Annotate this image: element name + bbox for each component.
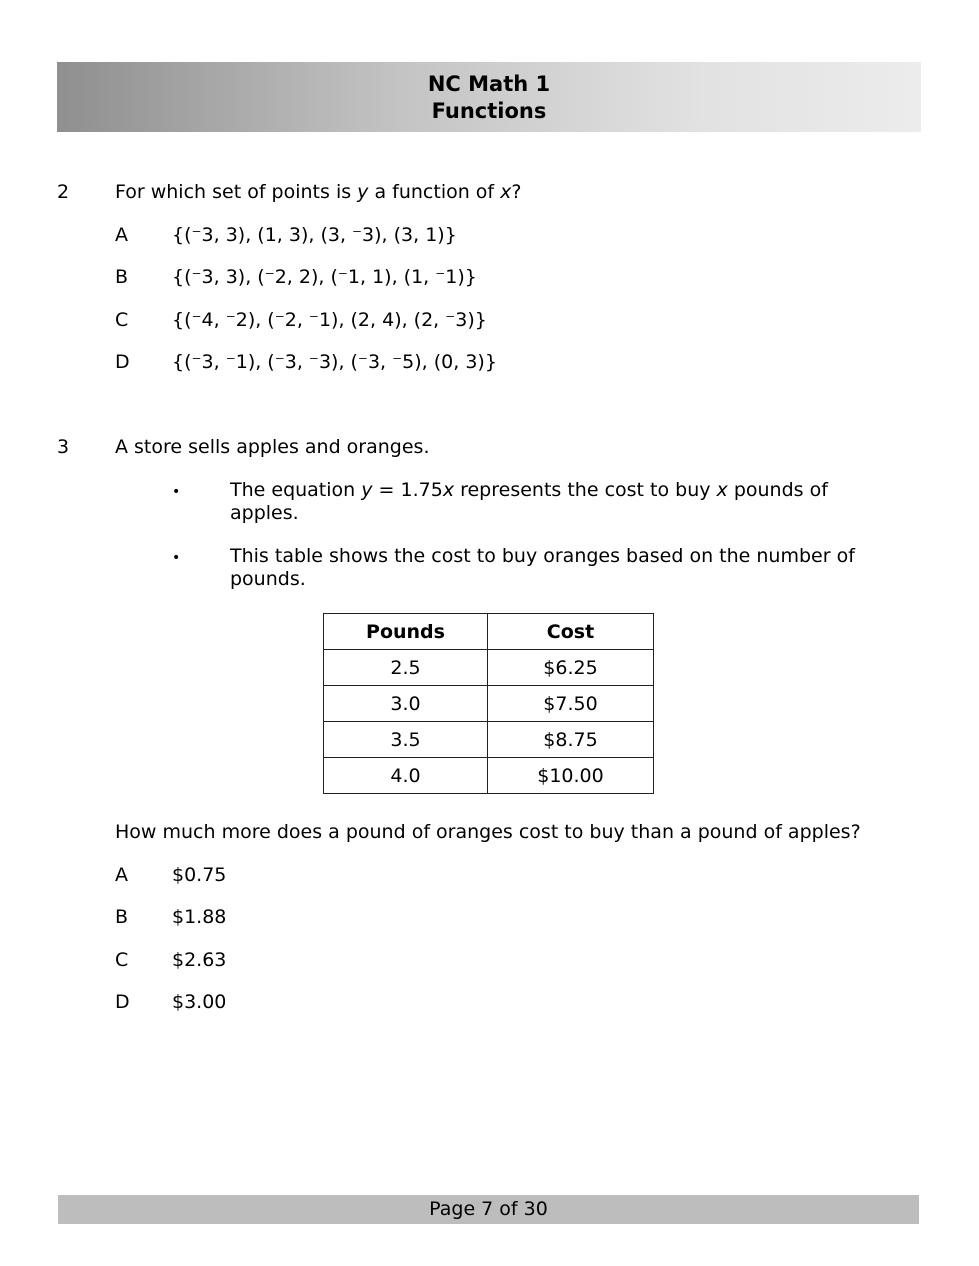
q2-option-b-letter[interactable]: B xyxy=(115,266,129,288)
unit-title: Functions xyxy=(431,99,547,123)
q3-option-c-letter[interactable]: C xyxy=(115,949,129,971)
bullet-2-text: This table shows the cost to buy oranges based on the number of pounds. xyxy=(230,545,855,590)
q3-option-a-letter[interactable]: A xyxy=(115,864,128,886)
cell-cost: $6.25 xyxy=(488,650,654,686)
bullet-text: The equation xyxy=(230,479,362,501)
q2-option-a-letter[interactable]: A xyxy=(115,224,128,246)
q2-option-b-text[interactable]: {(⁻3, 3), (⁻2, 2), (⁻1, 1), (1, ⁻1)} xyxy=(172,266,477,288)
equation-var-y: y xyxy=(361,479,373,501)
q2-option-a-text[interactable]: {(⁻3, 3), (1, 3), (3, ⁻3), (3, 1)} xyxy=(172,224,457,246)
question-3-stem: A store sells apples and oranges. xyxy=(115,436,430,458)
stem-text: For which set of points is xyxy=(115,181,358,203)
q3-option-d-letter[interactable]: D xyxy=(115,991,130,1013)
pounds-var-x: x xyxy=(716,479,728,501)
stem-var-y: y xyxy=(357,181,369,203)
page-header xyxy=(57,62,921,132)
bullet-1-text xyxy=(230,479,830,525)
question-2-number: 2 xyxy=(57,181,70,203)
q2-option-c-letter[interactable]: C xyxy=(115,309,129,331)
table-row xyxy=(324,722,654,758)
cell-pounds: 3.5 xyxy=(324,722,488,758)
question-3-prompt: How much more does a pound of oranges cost to buy than a pound of apples? xyxy=(115,821,861,843)
q3-option-b-letter[interactable]: B xyxy=(115,906,129,928)
q3-option-b-text[interactable]: $1.88 xyxy=(172,906,227,928)
question-2-stem xyxy=(115,181,522,203)
page-number: Page 7 of 30 xyxy=(429,1198,548,1220)
q3-option-c-text[interactable]: $2.63 xyxy=(172,949,227,971)
cell-cost: $8.75 xyxy=(488,722,654,758)
q2-option-d-text[interactable]: {(⁻3, ⁻1), (⁻3, ⁻3), (⁻3, ⁻5), (0, 3)} xyxy=(172,351,497,373)
q2-option-c-text[interactable]: {(⁻4, ⁻2), (⁻2, ⁻1), (2, 4), (2, ⁻3)} xyxy=(172,309,487,331)
cell-cost: $10.00 xyxy=(488,758,654,794)
course-title: NC Math 1 xyxy=(427,72,551,96)
header-pounds: Pounds xyxy=(324,614,488,650)
bullet-1-marker: • xyxy=(172,484,181,500)
cell-pounds: 4.0 xyxy=(324,758,488,794)
equation-var-x: x xyxy=(442,479,455,501)
stem-text: ? xyxy=(511,181,522,203)
stem-text: a function of xyxy=(368,181,501,203)
stem-var-x: x xyxy=(500,181,512,203)
question-3-number: 3 xyxy=(57,436,70,458)
q2-option-d-letter[interactable]: D xyxy=(115,351,130,373)
page-footer xyxy=(58,1195,919,1224)
bullet-text: represents the cost to buy xyxy=(454,479,717,501)
oranges-cost-table xyxy=(323,613,654,794)
header-cost: Cost xyxy=(488,614,654,650)
bullet-2-marker: • xyxy=(172,550,181,566)
equation-text: = 1.75 xyxy=(372,479,443,501)
bullet-text: pounds of apples. xyxy=(230,479,828,524)
table-row xyxy=(324,650,654,686)
cell-pounds: 3.0 xyxy=(324,686,488,722)
cell-cost: $7.50 xyxy=(488,686,654,722)
table-row xyxy=(324,758,654,794)
table-header-row xyxy=(324,614,654,650)
q3-option-d-text[interactable]: $3.00 xyxy=(172,991,227,1013)
cell-pounds: 2.5 xyxy=(324,650,488,686)
table-row xyxy=(324,686,654,722)
q3-option-a-text[interactable]: $0.75 xyxy=(172,864,227,886)
